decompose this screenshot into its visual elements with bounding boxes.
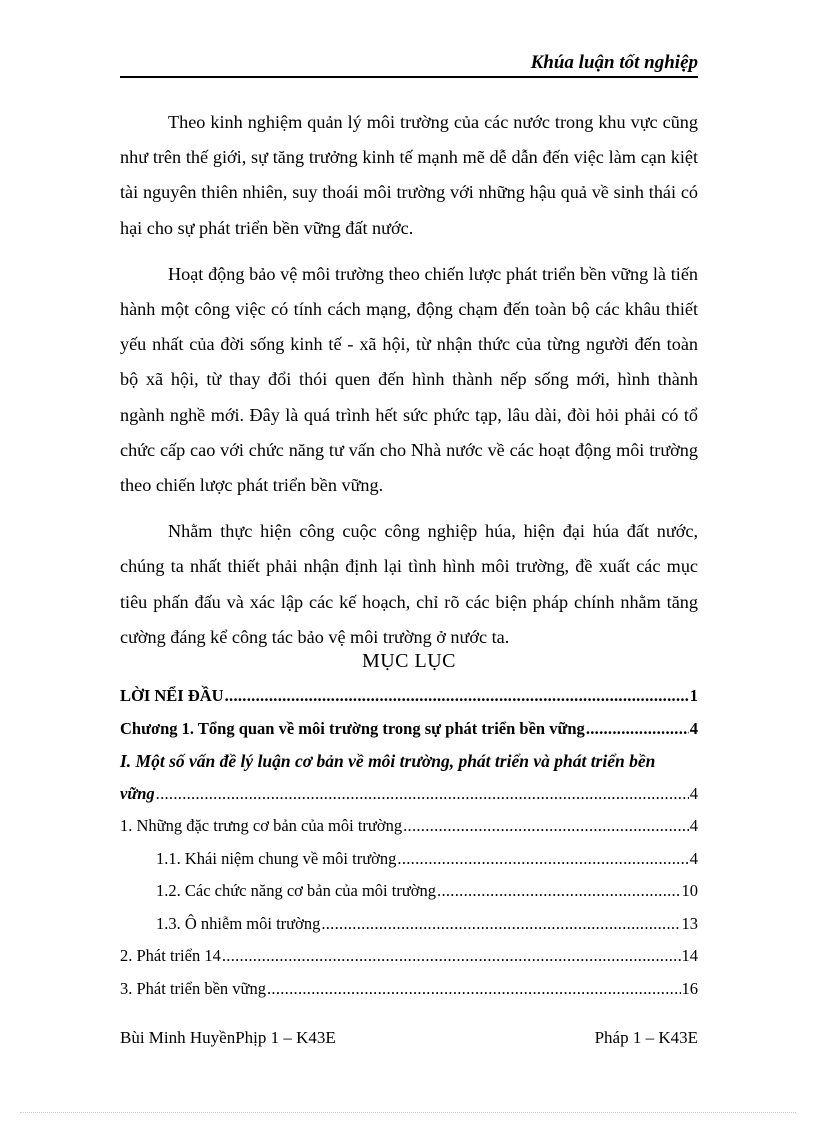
toc-entry-2[interactable] xyxy=(120,946,698,979)
footer-class: Pháp 1 – K43E xyxy=(594,1028,698,1047)
body-text xyxy=(120,105,698,666)
toc-entry-page: 13 xyxy=(681,913,698,933)
toc-entry-loi-noi-dau[interactable] xyxy=(120,686,698,719)
page-header xyxy=(120,50,698,78)
toc-entry-1-1[interactable] xyxy=(120,849,698,882)
toc-leader-dots xyxy=(437,881,680,901)
page-edge-divider xyxy=(20,1112,796,1113)
toc-entry-page: 14 xyxy=(681,946,698,965)
paragraph-1: Theo kinh nghiệm quản lý môi trường của các nước trong khu vực cũng như trên thế giới, sự tăng trưởng kinh tế mạnh mẽ dễ dẫn đến việc làm cạn kiệt tài nguyên thiên nhiên, suy thoái môi trường với những hậu quả về sinh thái có hại cho sự phát triển bền vững đất nước. xyxy=(120,112,698,238)
paragraph-3: Nhằm thực hiện công cuộc công nghiệp húa, hiện đại húa đất nước, chúng ta nhất thiết phải nhận định lại tình hình môi trường, đề xuất các mục tiêu phấn đấu và xác lập các kế hoạch, chỉ rõ các biện pháp chính nhằm tăng cường đáng kể công tác bảo vệ môi trường ở nước ta. xyxy=(120,521,698,647)
toc-entry-1[interactable] xyxy=(120,816,698,849)
toc-entry-title: 1.3. Ô nhiễm môi trường xyxy=(156,913,321,933)
toc-entry-1-2[interactable] xyxy=(120,881,698,914)
toc-leader-dots xyxy=(225,686,689,706)
toc-entry-title: I. Một số vấn đề lý luận cơ bản về môi trường, phát triển và phát triển bền xyxy=(120,751,656,771)
toc-entry-section-i-line2[interactable] xyxy=(120,784,698,817)
toc-entry-page: 10 xyxy=(681,881,698,900)
toc-entry-title: 3. Phát triển bền vững xyxy=(120,978,266,998)
toc-entry-page: 4 xyxy=(689,816,698,835)
toc-entry-page: 4 xyxy=(689,783,698,803)
toc-leader-dots xyxy=(403,816,689,836)
toc-entry-title: 2. Phát triển 14 xyxy=(120,946,221,965)
toc-leader-dots xyxy=(267,979,681,999)
toc-entry-page: 16 xyxy=(681,978,698,998)
table-of-contents xyxy=(120,686,698,1011)
toc-leader-dots xyxy=(586,719,689,739)
toc-leader-dots xyxy=(222,946,681,966)
toc-entry-page: 4 xyxy=(689,848,698,868)
toc-entry-title: LỜI NỂI ĐẦU xyxy=(120,686,224,705)
toc-entry-title: 1.1. Khái niệm chung về môi trường xyxy=(156,848,397,868)
toc-entry-page: 4 xyxy=(689,718,698,738)
toc-leader-dots xyxy=(397,849,688,869)
toc-entry-1-3[interactable] xyxy=(120,914,698,947)
toc-leader-dots xyxy=(156,784,689,804)
paragraph-2: Hoạt động bảo vệ môi trường theo chiến lược phát triển bền vững là tiến hành một công việc có tính cách mạng, động chạm đến toàn bộ các khâu thiết yếu nhất của đời sống kinh tế - xã hội, từ nhận thức của từng người đến toàn bộ xã hội, từ thay đổi thói quen đến hình thành nếp sống mới, hình thành ngành nghề mới. Đây là quá trình hết sức phức tạp, lâu dài, đòi hỏi phải có tổ chức cấp cao với chức năng tư vấn cho Nhà nước về các hoạt động môi trường theo chiến lược phát triển bền vững. xyxy=(120,263,698,496)
header-title: Khúa luận tốt nghiệp xyxy=(530,52,698,73)
toc-entry-chuong-1[interactable] xyxy=(120,719,698,752)
toc-leader-dots xyxy=(321,914,680,934)
toc-entry-title-continued: vững xyxy=(120,783,155,803)
toc-entry-title: Chương 1. Tổng quan về môi trường trong sự phát triển bền vững xyxy=(120,718,585,738)
toc-heading: MỤC LỤC xyxy=(361,650,457,672)
toc-entry-title: 1. Những đặc trưng cơ bản của môi trường xyxy=(120,816,403,835)
toc-entry-3[interactable] xyxy=(120,979,698,1012)
toc-entry-page: 1 xyxy=(689,686,698,705)
footer-author: Bùi Minh HuyềnPhịp 1 – K43E xyxy=(120,1028,336,1047)
toc-entry-title: 1.2. Các chức năng cơ bản của môi trường xyxy=(156,881,437,900)
toc-entry-section-i-line1[interactable] xyxy=(120,751,698,784)
